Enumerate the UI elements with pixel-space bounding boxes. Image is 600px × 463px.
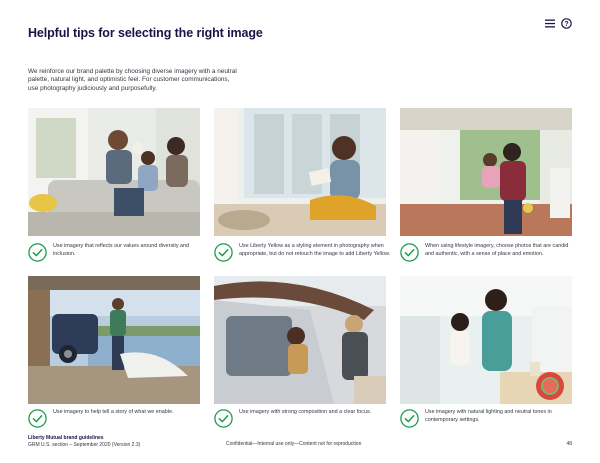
menu-icon[interactable]: [545, 19, 555, 28]
photo-mother-daughter-kitchen: [400, 276, 572, 404]
photo-woman-reading: [214, 108, 386, 236]
svg-text:?: ?: [564, 21, 569, 28]
tip-item: [400, 408, 578, 428]
check-circle-icon: [400, 409, 419, 428]
footer-confidential: Confidential—Internal use only—Content not for reproduction: [226, 441, 362, 447]
tip-text: Use Liberty Yellow as a styling element in photography when appropriate, but do not retouch the image to add Liberty Yellow.: [239, 243, 391, 257]
check-circle-icon: [214, 243, 233, 262]
check-circle-icon: [28, 243, 47, 262]
page-title: Helpful tips for selecting the right image: [28, 26, 263, 40]
tip-item: [214, 242, 392, 262]
footer-brand: Liberty Mutual brand guidelines: [28, 435, 104, 441]
tip-item: [400, 242, 578, 262]
photo-father-daughter-porch: [400, 108, 572, 236]
tip-text: Use imagery with natural lighting and neutral tones in contemporary settings.: [425, 409, 552, 423]
tip-item: [28, 408, 206, 428]
tip-item: [28, 242, 206, 262]
footer-brand-block: [28, 435, 140, 448]
tip-text: Use imagery that reflects our values around diversity and inclusion.: [53, 243, 190, 257]
tip-item: [214, 408, 392, 428]
tip-text: Use imagery with strong composition and a clear focus.: [239, 409, 372, 415]
top-toolbar: [545, 18, 572, 29]
photo-man-boat-trailer: [28, 276, 200, 404]
check-circle-icon: [400, 243, 419, 262]
footer-section: GRM U.S. section – September 2020 (Version 2.3): [28, 441, 141, 448]
tip-text: When using lifestyle imagery, choose photos that are candid and authentic, with a sense of place and emotion.: [425, 243, 569, 257]
photo-women-car-window: [214, 276, 386, 404]
page-number: 48: [566, 441, 572, 447]
check-circle-icon: [28, 409, 47, 428]
help-icon[interactable]: [561, 18, 572, 29]
photo-family-couch: [28, 108, 200, 236]
intro-paragraph: We reinforce our brand palette by choosing diverse imagery with a neutral palette, natural light, and optimistic feel. For customer communications, use photography judiciously and purposefully.: [28, 68, 237, 92]
tip-text: Use imagery to help tell a story of what we enable.: [53, 409, 174, 415]
check-circle-icon: [214, 409, 233, 428]
